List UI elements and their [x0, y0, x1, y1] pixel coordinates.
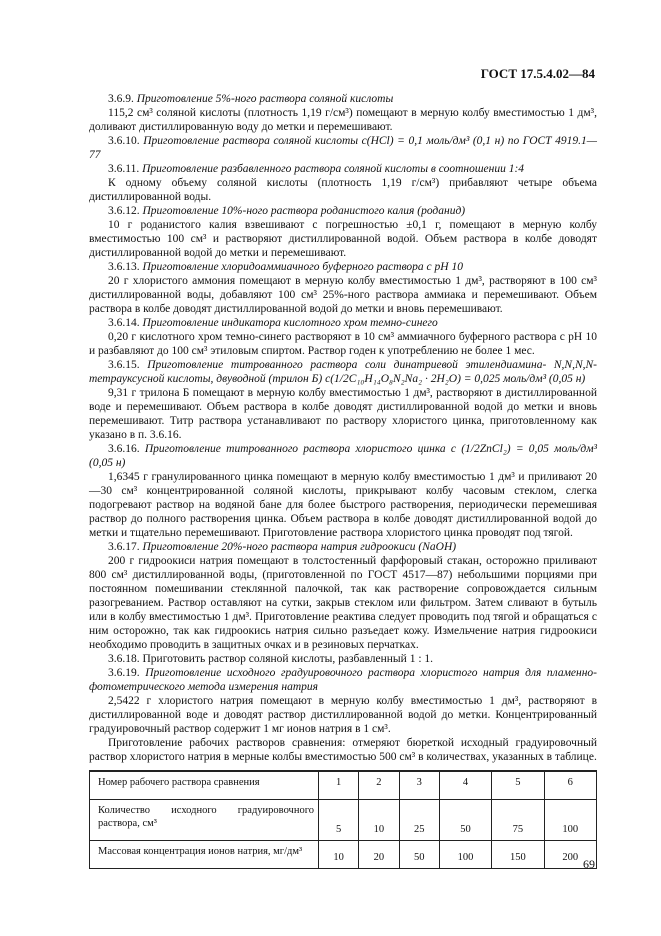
section-title [89, 260, 597, 274]
body-paragraph: 115,2 см³ соляной кислоты (плотность 1,19 г/см³) помещают в мерную колбу вместимостью 1 дм³, доливают дистиллированную воду до метки и перемешивают. [89, 107, 597, 133]
body-paragraph: К одному объему соляной кислоты (плотность 1,19 г/см³) прибавляют четыре объема дистиллированной воды. [89, 177, 597, 203]
table-cell: 200 [544, 841, 596, 869]
section-title-text: Приготовление титрованного раствора соли динатриевой этилендиамина- N,N,N,N-тетрауксусной кислоты, двуводной (трилон Б) c(1/2C₁₀H₁₄O₈N₂Na₂ · 2H₂O) = 0,025 моль/дм³ (0,05 н) [89, 359, 598, 385]
body-paragraph: 2,5422 г хлористого натрия помещают в мерную колбу вместимостью 1 дм³, растворяют в дистиллированной воде и доводят раствор дистиллированной водой до метки. Концентрированный градуировочный раствор содержит 1 мг ионов натрия в 1 см³. [89, 695, 597, 735]
body-paragraph: 200 г гидроокиси натрия помещают в толстостенный фарфоровый стакан, осторожно приливают 800 см³ дистиллированной воды, (приготовленной по ГОСТ 4517—87) небольшими порциями при постоянном помешивании стеклянной палочкой, так как растворение сопровождается сильным разогреванием. Раствор оставляют на сутки, закрыв стеклом или фильтром. Затем сливают в бутыль или в колбу вместимостью 1 дм³. Приготовление реактива следует проводить под тягой и обращаться с ним осторожно, так как гидроокись натрия сильно разъедает кожу. Измельчение натрия гидроокиси необходимо проводить в защитных очках и в резиновых перчатках. [89, 555, 597, 651]
section-title-text: Приготовление исходного градуировочного раствора хлористого натрия для пламенно-фотометрического метода измерения натрия [89, 667, 598, 693]
section-title [89, 540, 597, 554]
body-paragraph: Приготовление рабочих растворов сравнения: отмеряют бюреткой исходный градуировочный раствор хлористого натрия в мерные колбы вместимостью 500 см³ в количествах, указанных в таблице. [89, 737, 597, 763]
section-number: 3.6.19. [108, 667, 140, 679]
section-title-text: Приготовление 20%-ного раствора натрия гидроокиси (NaOH) [142, 541, 457, 553]
section-title-text: Приготовление разбавленного раствора соляной кислоты в соотношении 1:4 [142, 163, 525, 175]
table-cell: 100 [544, 800, 596, 841]
section-title-text: Приготовление индикатора кислотного хром темно-синего [142, 317, 438, 329]
section-number: 3.6.13. [108, 261, 140, 273]
document-body [89, 92, 597, 869]
section-number: 3.6.11. [108, 163, 140, 175]
section-title [89, 442, 597, 470]
reference-solutions-table [89, 770, 597, 869]
table-cell: 5 [492, 771, 544, 800]
section-title [89, 316, 597, 330]
table-cell: 5 [319, 800, 359, 841]
body-paragraph: 0,20 г кислотного хром темно-синего растворяют в 10 см³ аммиачного буферного раствора с pH 10 и разбавляют до 100 см³ этиловым спиртом. Раствор годен к употреблению не более 1 мес. [89, 331, 597, 357]
table-cell: 6 [544, 771, 596, 800]
section-title [89, 92, 597, 106]
section-number: 3.6.12. [108, 205, 140, 217]
table-cell: 25 [399, 800, 439, 841]
table-cell: 50 [399, 841, 439, 869]
body-paragraph: 10 г роданистого калия взвешивают с погрешностью ±0,1 г, помещают в мерную колбу вместимостью 100 см³ и растворяют дистиллированной водой. Объем раствора в колбе доводят дистиллированной водой до метки и перемешивают. [89, 219, 597, 259]
section-title [89, 204, 597, 218]
row-label: Массовая концентрация ионов натрия, мг/дм³ [90, 841, 319, 869]
table-cell: 3 [399, 771, 439, 800]
section-number: 3.6.15. [108, 359, 140, 371]
paragraphs [89, 92, 597, 764]
section-number: 3.6.16. [108, 443, 140, 455]
table-cell: 75 [492, 800, 544, 841]
table-row [90, 841, 597, 869]
body-paragraph: 20 г хлористого аммония помещают в мерную колбу вместимостью 1 дм³, растворяют в 100 см³ дистиллированной воды, добавляют 100 см³ 25%-ного раствора аммиака и перемешивают. Объем раствора в колбе доводят дистиллированной водой до метки и вновь перемешивают. [89, 275, 597, 315]
page-number: 69 [583, 857, 595, 871]
table-cell: 20 [359, 841, 399, 869]
body-paragraph: 1,6345 г гранулированного цинка помещают в мерную колбу вместимостью 1 дм³ и приливают 20—30 см³ концентрированной соляной кислоты, прикрывают колбу часовым стеклом, слегка подогревают раствор на водяной бане для более быстрого растворения, периодически перемешивая раствор до полного растворения цинка. Объем раствора в колбе доводят дистиллированной водой до метки и тщательно перемешивают. Приготовление раствора хлористого цинка проводят под тягой. [89, 471, 597, 539]
section-number: 3.6.14. [108, 317, 140, 329]
section-title [89, 358, 597, 386]
table-cell: 10 [359, 800, 399, 841]
document-header: ГОСТ 17.5.4.02—84 [480, 66, 595, 81]
table-cell: 1 [319, 771, 359, 800]
table-cell: 2 [359, 771, 399, 800]
table-row [90, 800, 597, 841]
table-cell: 10 [319, 841, 359, 869]
section-title-text: Приготовление 5%-ного раствора соляной кислоты [136, 93, 394, 105]
section-number: 3.6.9. [108, 93, 134, 105]
section-title-text: Приготовление раствора соляной кислоты c(HCl) = 0,1 моль/дм³ (0,1 н) по ГОСТ 4919.1—77 [89, 135, 597, 161]
body-paragraph: 9,31 г трилона Б помещают в мерную колбу вместимостью 1 дм³, растворяют в дистиллированной воде и перемешивают. Объем раствора в колбе доводят дистиллированной водой до метки и вновь перемешивают. Титр раствора устанавливают по раствору хлористого цинка, приготовленному как указано в п. 3.6.16. [89, 387, 597, 441]
section-title [89, 134, 597, 162]
table-cell: 4 [439, 771, 491, 800]
body-paragraph: 3.6.18. Приготовить раствор соляной кислоты, разбавленный 1 : 1. [108, 653, 434, 665]
section-title [89, 666, 597, 694]
table-row [90, 771, 597, 800]
section-title-text: Приготовление 10%-ного раствора роданистого калия (роданид) [142, 205, 466, 217]
section-number: 3.6.10. [108, 135, 140, 147]
table-cell: 150 [492, 841, 544, 869]
row-label: Количество исходного градуировочного раствора, см³ [90, 800, 319, 841]
table-cell: 50 [439, 800, 491, 841]
section-title [89, 162, 597, 176]
row-label: Номер рабочего раствора сравнения [90, 771, 319, 800]
section-number: 3.6.17. [108, 541, 140, 553]
section-title-text: Приготовление хлоридоаммиачного буферного раствора с pH 10 [142, 261, 463, 273]
section-title-text: Приготовление титрованного раствора хлористого цинка с (1/2ZnCl₂) = 0,05 моль/дм³ (0,05 н) [89, 443, 597, 469]
table-cell: 100 [439, 841, 491, 869]
